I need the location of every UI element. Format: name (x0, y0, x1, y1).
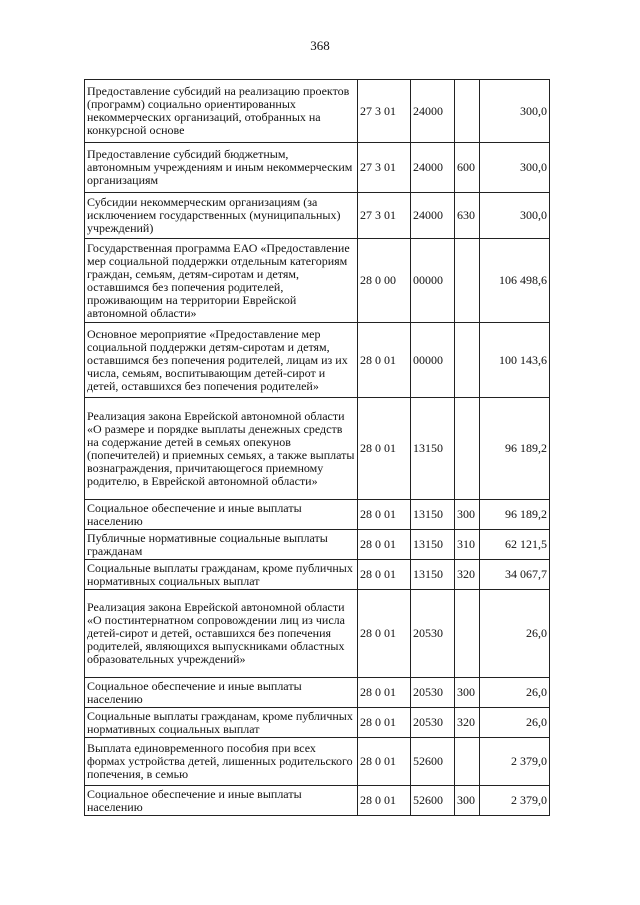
table-row (85, 143, 550, 193)
table-row (85, 323, 550, 398)
row-expense-type-cell (455, 239, 480, 323)
row-expense-type-cell (455, 80, 480, 143)
row-number-cell: 24000 (411, 143, 455, 193)
row-number-cell: 20530 (411, 678, 455, 708)
row-amount-cell: 106 498,6 (480, 239, 550, 323)
row-expense-type-cell: 320 (455, 708, 480, 738)
table-row (85, 80, 550, 143)
row-amount-cell: 300,0 (480, 80, 550, 143)
table-row (85, 738, 550, 786)
table-row (85, 398, 550, 500)
row-code-cell: 28 0 01 (358, 530, 411, 560)
row-expense-type-cell: 300 (455, 678, 480, 708)
row-expense-type-cell: 300 (455, 786, 480, 816)
row-amount-cell: 2 379,0 (480, 786, 550, 816)
row-number-cell: 00000 (411, 323, 455, 398)
row-amount-cell: 2 379,0 (480, 738, 550, 786)
row-amount-cell: 26,0 (480, 708, 550, 738)
budget-table-body (85, 80, 550, 816)
row-code-cell: 28 0 01 (358, 708, 411, 738)
row-code-cell: 28 0 01 (358, 398, 411, 500)
row-code-cell: 28 0 00 (358, 239, 411, 323)
table-row (85, 590, 550, 678)
row-number-cell: 13150 (411, 560, 455, 590)
row-expense-type-cell: 600 (455, 143, 480, 193)
row-expense-type-cell: 310 (455, 530, 480, 560)
row-code-cell: 28 0 01 (358, 738, 411, 786)
row-expense-type-cell (455, 738, 480, 786)
row-name-cell: Основное мероприятие «Предоставление мер социальной поддержки детям-сиротам и детям, оставшимся без попечения родителей, лицам из их числа, семьям, воспитывающим детей-сирот и детей, оставшихся без попечения родителей» (85, 323, 358, 398)
row-name-cell: Предоставление субсидий на реализацию проектов (программ) социально ориентированных некоммерческих организаций, отобранных на конкурсной основе (85, 80, 358, 143)
row-number-cell: 20530 (411, 708, 455, 738)
row-code-cell: 28 0 01 (358, 560, 411, 590)
row-amount-cell: 62 121,5 (480, 530, 550, 560)
row-expense-type-cell: 300 (455, 500, 480, 530)
row-number-cell: 00000 (411, 239, 455, 323)
row-amount-cell: 300,0 (480, 193, 550, 239)
table-row (85, 500, 550, 530)
row-amount-cell: 96 189,2 (480, 500, 550, 530)
row-name-cell: Реализация закона Еврейской автономной области «О постинтернатном сопровождении лиц из числа детей-сирот и детей, оставшихся без попечения родителей, являющихся выпускниками областных образовательных учреждений» (85, 590, 358, 678)
row-code-cell: 28 0 01 (358, 323, 411, 398)
row-name-cell: Выплата единовременного пособия при всех формах устройства детей, лишенных родительского попечения, в семью (85, 738, 358, 786)
row-name-cell: Субсидии некоммерческим организациям (за исключением государственных (муниципальных) учреждений) (85, 193, 358, 239)
row-amount-cell: 300,0 (480, 143, 550, 193)
row-name-cell: Публичные нормативные социальные выплаты гражданам (85, 530, 358, 560)
row-number-cell: 13150 (411, 530, 455, 560)
row-expense-type-cell: 630 (455, 193, 480, 239)
row-name-cell: Государственная программа ЕАО «Предоставление мер социальной поддержки отдельным категориям граждан, семьям, детям-сиротам и детям, оставшимся без попечения родителей, проживающим на территории Еврейской автономной области» (85, 239, 358, 323)
row-amount-cell: 26,0 (480, 590, 550, 678)
row-expense-type-cell (455, 398, 480, 500)
row-number-cell: 52600 (411, 738, 455, 786)
row-number-cell: 13150 (411, 398, 455, 500)
row-number-cell: 52600 (411, 786, 455, 816)
row-code-cell: 28 0 01 (358, 678, 411, 708)
row-code-cell: 28 0 01 (358, 590, 411, 678)
row-code-cell: 28 0 01 (358, 500, 411, 530)
table-row (85, 786, 550, 816)
table-row (85, 239, 550, 323)
row-amount-cell: 26,0 (480, 678, 550, 708)
row-code-cell: 27 3 01 (358, 80, 411, 143)
row-number-cell: 24000 (411, 80, 455, 143)
row-code-cell: 28 0 01 (358, 786, 411, 816)
table-row (85, 678, 550, 708)
row-number-cell: 20530 (411, 590, 455, 678)
table-row (85, 193, 550, 239)
row-expense-type-cell: 320 (455, 560, 480, 590)
row-name-cell: Социальное обеспечение и иные выплаты населению (85, 500, 358, 530)
row-amount-cell: 34 067,7 (480, 560, 550, 590)
page-number: 368 (310, 38, 330, 53)
row-name-cell: Социальные выплаты гражданам, кроме публичных нормативных социальных выплат (85, 708, 358, 738)
table-row (85, 560, 550, 590)
budget-table (84, 79, 550, 816)
row-number-cell: 13150 (411, 500, 455, 530)
row-name-cell: Социальные выплаты гражданам, кроме публичных нормативных социальных выплат (85, 560, 358, 590)
row-expense-type-cell (455, 590, 480, 678)
table-row (85, 708, 550, 738)
row-name-cell: Предоставление субсидий бюджетным, автономным учреждениям и иным некоммерческим организациям (85, 143, 358, 193)
row-expense-type-cell (455, 323, 480, 398)
row-code-cell: 27 3 01 (358, 143, 411, 193)
row-code-cell: 27 3 01 (358, 193, 411, 239)
row-amount-cell: 100 143,6 (480, 323, 550, 398)
row-amount-cell: 96 189,2 (480, 398, 550, 500)
table-row (85, 530, 550, 560)
row-name-cell: Реализация закона Еврейской автономной области «О размере и порядке выплаты денежных средств на содержание детей в семьях опекунов (попечителей) и приемных семьях, а также выплаты вознаграждения, причитающегося приемному родителю, в Еврейской автономной области» (85, 398, 358, 500)
row-name-cell: Социальное обеспечение и иные выплаты населению (85, 678, 358, 708)
row-number-cell: 24000 (411, 193, 455, 239)
row-name-cell: Социальное обеспечение и иные выплаты населению (85, 786, 358, 816)
